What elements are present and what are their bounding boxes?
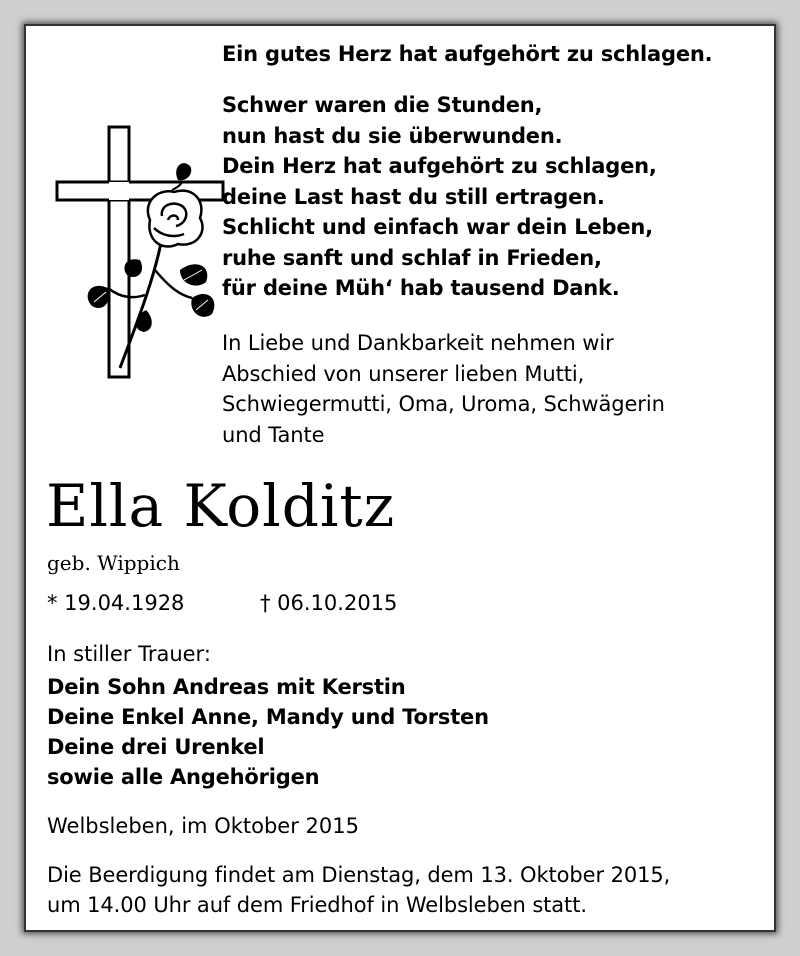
poem-line: Dein Herz hat aufgehört zu schlagen,: [222, 154, 657, 178]
mourner-line: Deine Enkel Anne, Mandy und Torsten: [47, 705, 489, 729]
mourner-line: Deine drei Urenkel: [47, 735, 265, 759]
poem: [222, 90, 657, 304]
cross-with-rose-icon: [50, 120, 225, 380]
intro-line: Ein gutes Herz hat aufgehört zu schlagen.: [222, 42, 713, 66]
poem-line: deine Last hast du still ertragen.: [222, 184, 605, 209]
death-date: † 06.10.2015: [260, 591, 398, 615]
mourner-line: Dein Sohn Andreas mit Kerstin: [47, 675, 406, 699]
poem-line: Schwer waren die Stunden,: [222, 93, 543, 117]
farewell-line: Abschied von unserer lieben Mutti,: [222, 361, 585, 386]
mourning-label: In stiller Trauer:: [47, 642, 211, 666]
farewell-line: und Tante: [222, 422, 325, 447]
mourners-list: [47, 672, 489, 792]
life-dates: [47, 591, 467, 617]
place-date: Welbsleben, im Oktober 2015: [47, 814, 359, 838]
birth-date: * 19.04.1928: [47, 591, 185, 615]
farewell-line: In Liebe und Dankbarkeit nehmen wir: [222, 331, 614, 355]
funeral-line: um 14.00 Uhr auf dem Friedhof in Welbsleben statt.: [47, 893, 587, 917]
funeral-info: [47, 860, 670, 920]
maiden-name: geb. Wippich: [47, 551, 180, 575]
funeral-line: Die Beerdigung findet am Dienstag, dem 13. Oktober 2015,: [47, 863, 671, 887]
poem-line: nun hast du sie überwunden.: [222, 123, 563, 148]
poem-line: Schlicht und einfach war dein Leben,: [222, 215, 653, 239]
obituary-notice: [24, 24, 776, 932]
mourner-line: sowie alle Angehörigen: [47, 765, 320, 789]
deceased-name: Ella Kolditz: [46, 472, 396, 540]
farewell-line: Schwiegermutti, Oma, Uroma, Schwägerin: [222, 392, 665, 416]
farewell-text: [222, 328, 665, 450]
poem-line: ruhe sanft und schlaf in Frieden,: [222, 245, 602, 270]
poem-line: für deine Müh‘ hab tausend Dank.: [222, 276, 620, 300]
